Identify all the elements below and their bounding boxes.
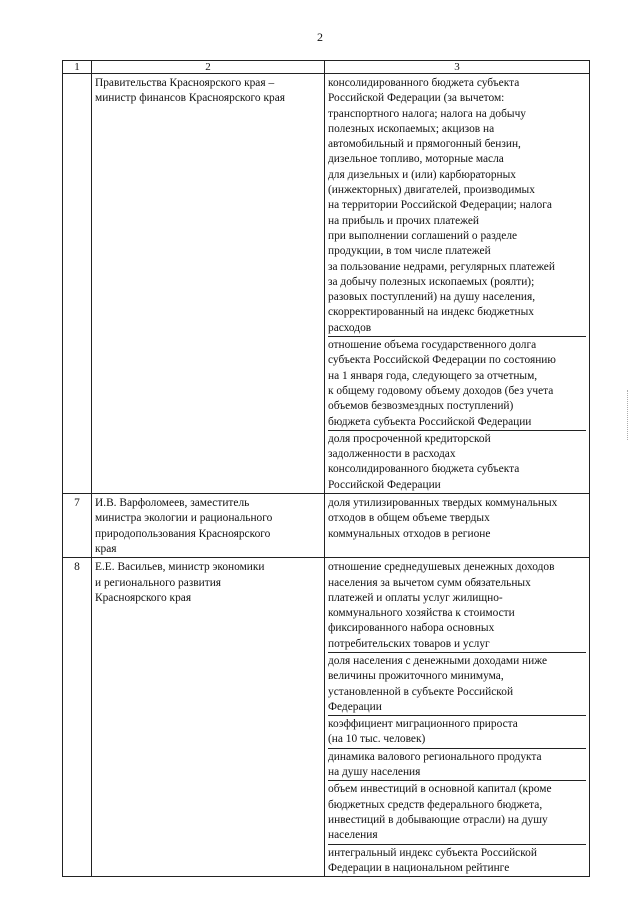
indicator-line: бюджетных средств федерального бюджета, xyxy=(328,798,543,811)
row-number: 7 xyxy=(63,494,92,558)
indicator-line: фиксированного набора основных xyxy=(328,622,495,635)
indicator-line: консолидированного бюджета субъекта xyxy=(328,77,520,89)
responsible-line: И.В. Варфоломеев, заместитель xyxy=(95,497,250,510)
indicator-item xyxy=(328,780,586,843)
indicator-line: доля просроченной кредиторской xyxy=(328,432,491,445)
indicator-line: коммунальных отходов в регионе xyxy=(328,527,491,540)
indicator-line: величины прожиточного минимума, xyxy=(328,670,504,683)
indicator-line: коммунального хозяйства к стоимости xyxy=(328,607,515,620)
responsible-line: края xyxy=(95,542,117,555)
indicator-item xyxy=(328,336,586,430)
indicator-line: объемов безвозмездных поступлений) xyxy=(328,400,514,413)
responsible-line: министр финансов Красноярского края xyxy=(95,92,285,105)
indicator-item xyxy=(328,715,586,748)
indicator-line: Федерации xyxy=(328,700,382,713)
indicator-line: субъекта Российской Федерации по состоянию xyxy=(328,354,556,367)
responsible-line: Красноярского края xyxy=(95,591,192,604)
responsible-line: природопользования Красноярского xyxy=(95,527,271,540)
indicator-item xyxy=(328,430,586,493)
scan-margin-mark xyxy=(627,390,630,440)
indicator-line: доля населения с денежными доходами ниже xyxy=(328,654,548,667)
indicator-line: установленной в субъекте Российской xyxy=(328,685,514,698)
responsible-line: Правительства Красноярского края – xyxy=(95,77,275,89)
indicator-line: для дизельных и (или) карбюраторных xyxy=(328,168,516,181)
indicator-line: за добычу полезных ископаемых (роялти); xyxy=(328,275,535,288)
indicator-cell xyxy=(325,494,590,558)
header-col-1: 1 xyxy=(63,61,92,74)
indicator-line: отношение объема государственного долга xyxy=(328,339,537,352)
indicator-line: на душу населения xyxy=(328,766,421,779)
indicator-line: на прибыль и прочих платежей xyxy=(328,214,480,227)
indicator-line: дизельное топливо, моторные масла xyxy=(328,153,504,166)
indicator-line: населения xyxy=(328,829,378,842)
indicator-line: полезных ископаемых; акцизов на xyxy=(328,122,495,135)
indicator-line: отходов в общем объеме твердых xyxy=(328,512,490,525)
indicator-item xyxy=(328,558,586,652)
responsible-person xyxy=(92,494,325,558)
indicator-line: бюджета субъекта Российской Федерации xyxy=(328,415,532,428)
indicator-line: на 1 января года, следующего за отчетным, xyxy=(328,369,538,382)
indicator-line: доля утилизированных твердых коммунальных xyxy=(328,497,558,510)
indicator-line: Российской Федерации (за вычетом: xyxy=(328,92,505,105)
indicator-line: задолженности в расходах xyxy=(328,448,456,461)
responsible-person xyxy=(92,558,325,877)
header-row xyxy=(63,61,590,74)
responsible-line: Е.Е. Васильев, министр экономики xyxy=(95,561,265,574)
table-row xyxy=(63,74,590,494)
indicator-line: автомобильный и прямогонный бензин, xyxy=(328,138,521,151)
indicators-table xyxy=(62,60,590,877)
indicator-line: объем инвестиций в основной капитал (кроме xyxy=(328,783,552,796)
header-col-2: 2 xyxy=(92,61,325,74)
indicator-line: скорректированный на индекс бюджетных xyxy=(328,306,534,319)
row-number xyxy=(63,74,92,494)
indicator-line: коэффициент миграционного прироста xyxy=(328,718,518,731)
indicator-line: платежей и оплаты услуг жилищно- xyxy=(328,591,503,604)
indicator-line: за пользование недрами, регулярных платежей xyxy=(328,260,555,273)
responsible-line: и регионального развития xyxy=(95,576,222,589)
indicator-cell xyxy=(325,74,590,494)
indicator-item xyxy=(328,844,586,877)
table-row xyxy=(63,558,590,877)
indicator-line: транспортного налога; налога на добычу xyxy=(328,107,526,120)
indicator-line: инвестиций в добывающие отрасли) на душу xyxy=(328,813,548,826)
indicator-line: разовых поступлений) на душу населения, xyxy=(328,291,536,304)
indicator-line: при выполнении соглашений о разделе xyxy=(328,229,518,242)
indicator-item xyxy=(328,748,586,781)
indicator-line: консолидированного бюджета субъекта xyxy=(328,463,520,476)
indicator-line: (на 10 тыс. человек) xyxy=(328,733,426,746)
page-number: 2 xyxy=(317,30,323,44)
indicator-line: потребительских товаров и услуг xyxy=(328,637,490,650)
indicator-cell xyxy=(325,558,590,877)
table-row xyxy=(63,494,590,558)
indicator-line: расходов xyxy=(328,321,372,334)
responsible-person xyxy=(92,74,325,494)
indicator-line: на территории Российской Федерации; налога xyxy=(328,199,552,212)
responsible-line: министра экологии и рационального xyxy=(95,512,273,525)
indicator-line: населения за вычетом сумм обязательных xyxy=(328,576,531,589)
indicator-line: к общему годовому объему доходов (без учета xyxy=(328,384,554,397)
header-col-3: 3 xyxy=(325,61,590,74)
indicator-line: Федерации в национальном рейтинге xyxy=(328,861,510,874)
indicator-line: отношение среднедушевых денежных доходов xyxy=(328,561,555,574)
indicator-item xyxy=(328,74,586,336)
indicator-line: продукции, в том числе платежей xyxy=(328,245,491,258)
indicator-line: (инжекторных) двигателей, производимых xyxy=(328,184,535,197)
row-number: 8 xyxy=(63,558,92,877)
indicator-line: интегральный индекс субъекта Российской xyxy=(328,846,537,859)
indicator-line: динамика валового регионального продукта xyxy=(328,750,542,763)
indicator-item xyxy=(328,494,586,542)
indicator-item xyxy=(328,652,586,715)
indicator-line: Российской Федерации xyxy=(328,478,441,491)
